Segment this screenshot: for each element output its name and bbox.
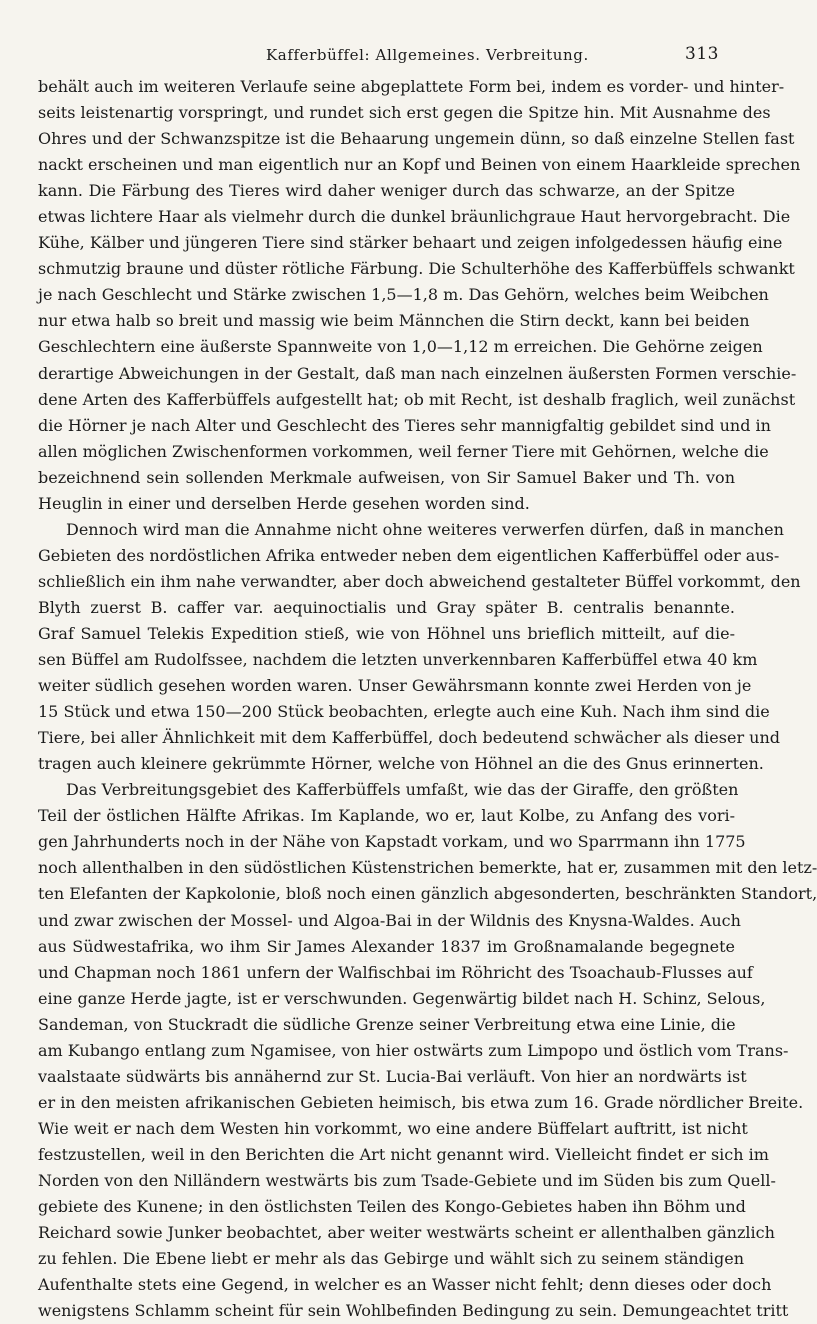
text-line: allen möglichen Zwischenformen vorkommen, weil ferner Tiere mit Gehörnen, welche die xyxy=(38,441,769,461)
text-line: Teil der östlichen Hälfte Afrikas. Im Kaplande, wo er, laut Kolbe, zu Anfang des vori- xyxy=(38,806,735,826)
text-line: weiter südlich gesehen worden waren. Unser Gewährsmann konnte zwei Herden von je xyxy=(38,676,752,696)
text-line: gebiete des Kunene; in den östlichsten Teilen des Kongo-Gebietes haben ihn Böhm und xyxy=(38,1197,746,1217)
page-number: 313 xyxy=(685,44,719,64)
text-line: schließlich ein ihm nahe verwandter, aber doch abweichend gestalteter Büffel vorkommt, den xyxy=(38,571,801,591)
text-line: Kühe, Kälber und jüngeren Tiere sind stärker behaart und zeigen infolgedessen häufig eine xyxy=(38,233,783,253)
text-line: vaalstaate südwärts bis annähernd zur St. Lucia-Bai verläuft. Von hier an nordwärts ist xyxy=(38,1066,747,1086)
text-line: nur etwa halb so breit und massig wie beim Männchen die Stirn deckt, kann bei beiden xyxy=(38,311,750,331)
text-line: nackt erscheinen und man eigentlich nur an Kopf und Beinen von einem Haarkleide sprechen xyxy=(38,155,801,175)
text-line: zu fehlen. Die Ebene liebt er mehr als das Gebirge und wählt sich zu seinem ständigen xyxy=(38,1249,745,1269)
text-line: ten Elefanten der Kapkolonie, bloß noch einen gänzlich abgesonderten, beschränkten Standort, xyxy=(38,884,817,904)
text-line: behält auch im weiteren Verlaufe seine abgeplattete Form bei, indem es vorder- und hinter- xyxy=(38,77,785,96)
text-line: Aufenthalte stets eine Gegend, in welcher es an Wasser nicht fehlt; denn dieses oder doch xyxy=(38,1275,772,1295)
text-line: Dennoch wird man die Annahme nicht ohne weiteres verwerfen dürfen, daß in manchen xyxy=(66,519,784,539)
text-line: noch allenthalben in den südöstlichen Küstenstrichen bemerkte, hat er, zusammen mit den letz- xyxy=(38,858,817,878)
text-line: Norden von den Nilländern westwärts bis zum Tsade-Gebiete und im Süden bis zum Quell- xyxy=(38,1170,776,1190)
text-line: Das Verbreitungsgebiet des Kafferbüffels umfaßt, wie das der Giraffe, den größten xyxy=(66,780,739,800)
text-line: Reichard sowie Junker beobachtet, aber weiter westwärts scheint er allenthalben gänzlich xyxy=(38,1223,775,1243)
text-line: Geschlechtern eine äußerste Spannweite von 1,0—1,12 m erreichen. Die Gehörne zeigen xyxy=(38,337,763,357)
text-line: tragen auch kleinere gekrümmte Hörner, welche von Höhnel an die des Gnus erinnerten. xyxy=(38,754,764,774)
text-line: die Hörner je nach Alter und Geschlecht des Tieres sehr mannigfaltig gebildet sind und in xyxy=(38,415,771,435)
text-line: festzustellen, weil in den Berichten die Art nicht genannt wird. Vielleicht findet er sich im xyxy=(38,1144,769,1164)
text-line: bezeichnend sein sollenden Merkmale aufweisen, von Sir Samuel Baker und Th. von xyxy=(38,467,735,487)
text-line: eine ganze Herde jagte, ist er verschwunden. Gegenwärtig bildet nach H. Schinz, Selous, xyxy=(38,988,766,1008)
text-line: je nach Geschlecht und Stärke zwischen 1,5—1,8 m. Das Gehörn, welches beim Weibchen xyxy=(38,285,769,305)
text-line: Tiere, bei aller Ähnlichkeit mit dem Kafferbüffel, doch bedeutend schwächer als dieser und xyxy=(38,728,781,748)
text-line: und zwar zwischen der Mossel- und Algoa-Bai in der Wildnis des Knysna-Waldes. Auch xyxy=(38,910,741,930)
text-line: Sandeman, von Stuckradt die südliche Grenze seiner Verbreitung etwa eine Linie, die xyxy=(38,1014,736,1034)
text-line: seits leistenartig vorspringt, und rundet sich erst gegen die Spitze hin. Mit Ausnahme des xyxy=(38,103,771,123)
body-text xyxy=(38,74,817,1324)
text-line: Heuglin in einer und derselben Herde gesehen worden sind. xyxy=(38,493,530,513)
running-title: Kafferbüffel: Allgemeines. Verbreitung. xyxy=(266,46,589,64)
text-line: Ohres und der Schwanzspitze ist die Behaarung ungemein dünn, so daß einzelne Stellen fast xyxy=(38,129,795,149)
text-line: am Kubango entlang zum Ngamisee, von hier ostwärts zum Limpopo und östlich vom Trans- xyxy=(38,1040,789,1060)
text-line: gen Jahrhunderts noch in der Nähe von Kapstadt vorkam, und wo Sparrmann ihn 1775 xyxy=(38,832,746,852)
text-line: derartige Abweichungen in der Gestalt, daß man nach einzelnen äußersten Formen verschie- xyxy=(38,363,797,383)
text-line: er in den meisten afrikanischen Gebieten heimisch, bis etwa zum 16. Grade nördlicher Breite. xyxy=(38,1092,804,1112)
text-line: dene Arten des Kafferbüffels aufgestellt hat; ob mit Recht, ist deshalb fraglich, weil zunächst xyxy=(38,389,796,409)
text-line: aus Südwestafrika, wo ihm Sir James Alexander 1837 im Großnamalande begegnete xyxy=(38,936,735,956)
text-line: sen Büffel am Rudolfssee, nachdem die letzten unverkennbaren Kafferbüffel etwa 40 km xyxy=(38,650,758,670)
text-line: 15 Stück und etwa 150—200 Stück beobachten, erlegte auch eine Kuh. Nach ihm sind die xyxy=(38,702,770,722)
text-line: Graf Samuel Telekis Expedition stieß, wie von Höhnel uns brieflich mitteilt, auf die- xyxy=(38,623,735,643)
text-line: schmutzig braune und düster rötliche Färbung. Die Schulterhöhe des Kafferbüffels schwankt xyxy=(38,259,795,279)
text-line: kann. Die Färbung des Tieres wird daher weniger durch das schwarze, an der Spitze xyxy=(38,181,735,201)
page-header xyxy=(38,38,735,74)
text-line: Gebieten des nordöstlichen Afrika entweder neben dem eigentlichen Kafferbüffel oder aus- xyxy=(38,545,780,565)
text-line: Wie weit er nach dem Westen hin vorkommt, wo eine andere Büffelart auftritt, ist nicht xyxy=(38,1118,748,1138)
text-line: wenigstens Schlamm scheint für sein Wohlbefinden Bedingung zu sein. Demungeachtet tritt xyxy=(38,1301,789,1321)
text-line: Blyth zuerst B. caffer var. aequinoctialis und Gray später B. centralis benannte. xyxy=(38,597,735,617)
text-line: etwas lichtere Haar als vielmehr durch die dunkel bräunlichgraue Haut hervorgebracht. Die xyxy=(38,207,791,227)
text-line: und Chapman noch 1861 unfern der Walfischbai im Röhricht des Tsoachaub-Flusses auf xyxy=(38,962,753,982)
